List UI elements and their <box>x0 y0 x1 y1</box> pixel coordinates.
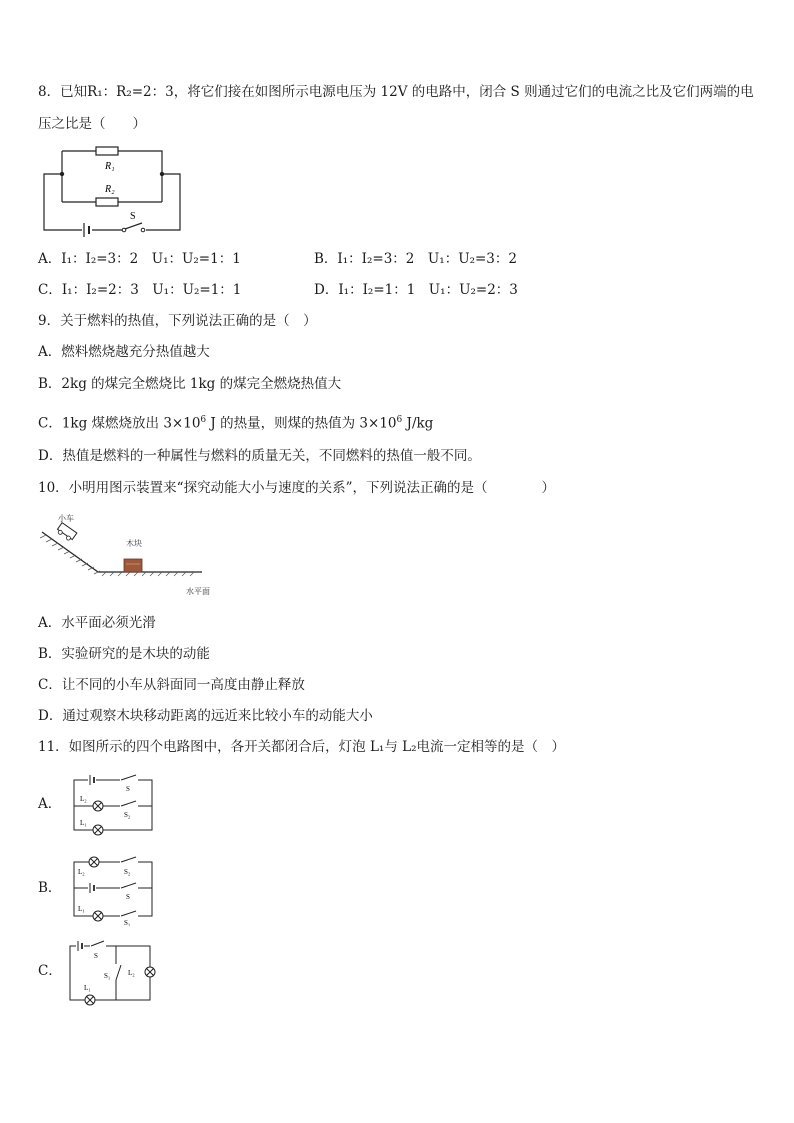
q10-block-label: 木块 <box>126 539 142 548</box>
q8-stem-line2: 压之比是（ ） <box>38 116 146 132</box>
q10-option-c: C．让不同的小车从斜面同一高度由静止释放 <box>38 677 305 693</box>
q9-option-c-exponent-2: 6 <box>396 415 403 425</box>
q9-option-c-exponent-1: 6 <box>200 415 207 425</box>
q11b-l2-label: L₂ <box>78 868 85 876</box>
q11c-l1-label: L₁ <box>84 984 91 992</box>
q11a-s-label: S <box>126 785 130 793</box>
q9-option-c-middle: J 的热量，则煤的热值为 3×10 <box>206 415 397 432</box>
q8-option-a: A．I₁：I₂=3：2 U₁：U₂=1：1 <box>38 251 241 267</box>
q11-option-b-label: B． <box>38 880 62 896</box>
q11a-l1-label: L₁ <box>80 819 87 827</box>
q11c-s-label: S <box>94 952 98 960</box>
q11-circuit-b <box>68 852 158 926</box>
q8-r1-label: R₁ <box>105 161 115 172</box>
q10-option-a: A．水平面必须光滑 <box>38 615 156 631</box>
q11-stem: 11．如图所示的四个电路图中，各开关都闭合后，灯泡 L₁与 L₂电流一定相等的是（ ） <box>38 739 566 755</box>
q10-cart-label: 小车 <box>58 514 74 523</box>
q11a-s2-label: S₂ <box>124 811 131 819</box>
q11a-l2-label: L₂ <box>80 795 87 803</box>
q8-switch-label: S <box>130 211 136 222</box>
q9-option-c-suffix: J/kg <box>402 415 434 432</box>
q11-circuit-c <box>66 936 162 1008</box>
q8-option-d: D．I₁：I₂=1：1 U₁：U₂=2：3 <box>314 282 518 298</box>
q9-stem: 9．关于燃料的热值，下列说法正确的是（ ） <box>38 313 317 329</box>
q11-circuit-a <box>68 770 158 836</box>
q8-option-c: C．I₁：I₂=2：3 U₁：U₂=1：1 <box>38 282 242 298</box>
q11-option-c-label: C． <box>38 963 62 979</box>
q9-option-d: D．热值是燃料的一种属性与燃料的质量无关，不同燃料的热值一般不同。 <box>38 448 481 464</box>
q10-stem: 10．小明用图示装置来“探究动能大小与速度的关系”，下列说法正确的是（ ） <box>38 480 555 496</box>
q10-incline-diagram <box>38 510 228 602</box>
q9-option-b: B．2kg 的煤完全燃烧比 1kg 的煤完全燃烧热值大 <box>38 376 342 392</box>
q9-option-c <box>38 411 433 433</box>
q11b-l1-label: L₁ <box>78 905 85 913</box>
q8-option-b: B．I₁：I₂=3：2 U₁：U₂=3：2 <box>314 251 517 267</box>
q8-stem-line1: 8．已知R₁：R₂=2：3，将它们接在如图所示电源电压为 12V 的电路中，闭合 S 则通过它们的电流之比及它们两端的电 <box>38 84 754 100</box>
q11b-s-label: S <box>126 893 130 901</box>
q10-option-d: D．通过观察木块移动距离的远近来比较小车的动能大小 <box>38 708 373 724</box>
q11c-l2-label: L₂ <box>128 969 135 977</box>
q8-circuit-diagram <box>38 142 188 238</box>
q11c-s1-label: S₁ <box>104 972 111 980</box>
q10-option-b: B．实验研究的是木块的动能 <box>38 646 210 662</box>
q9-option-a: A．燃料燃烧越充分热值越大 <box>38 344 210 360</box>
q11-option-a-label: A． <box>38 796 62 812</box>
q11b-s2-label: S₂ <box>124 868 131 876</box>
q8-r2-label: R₂ <box>105 184 115 195</box>
q11b-s1-label: S₁ <box>124 919 131 926</box>
q10-ground-label: 水平面 <box>186 587 210 596</box>
q9-option-c-prefix: C．1kg 煤燃烧放出 3×10 <box>38 415 201 432</box>
